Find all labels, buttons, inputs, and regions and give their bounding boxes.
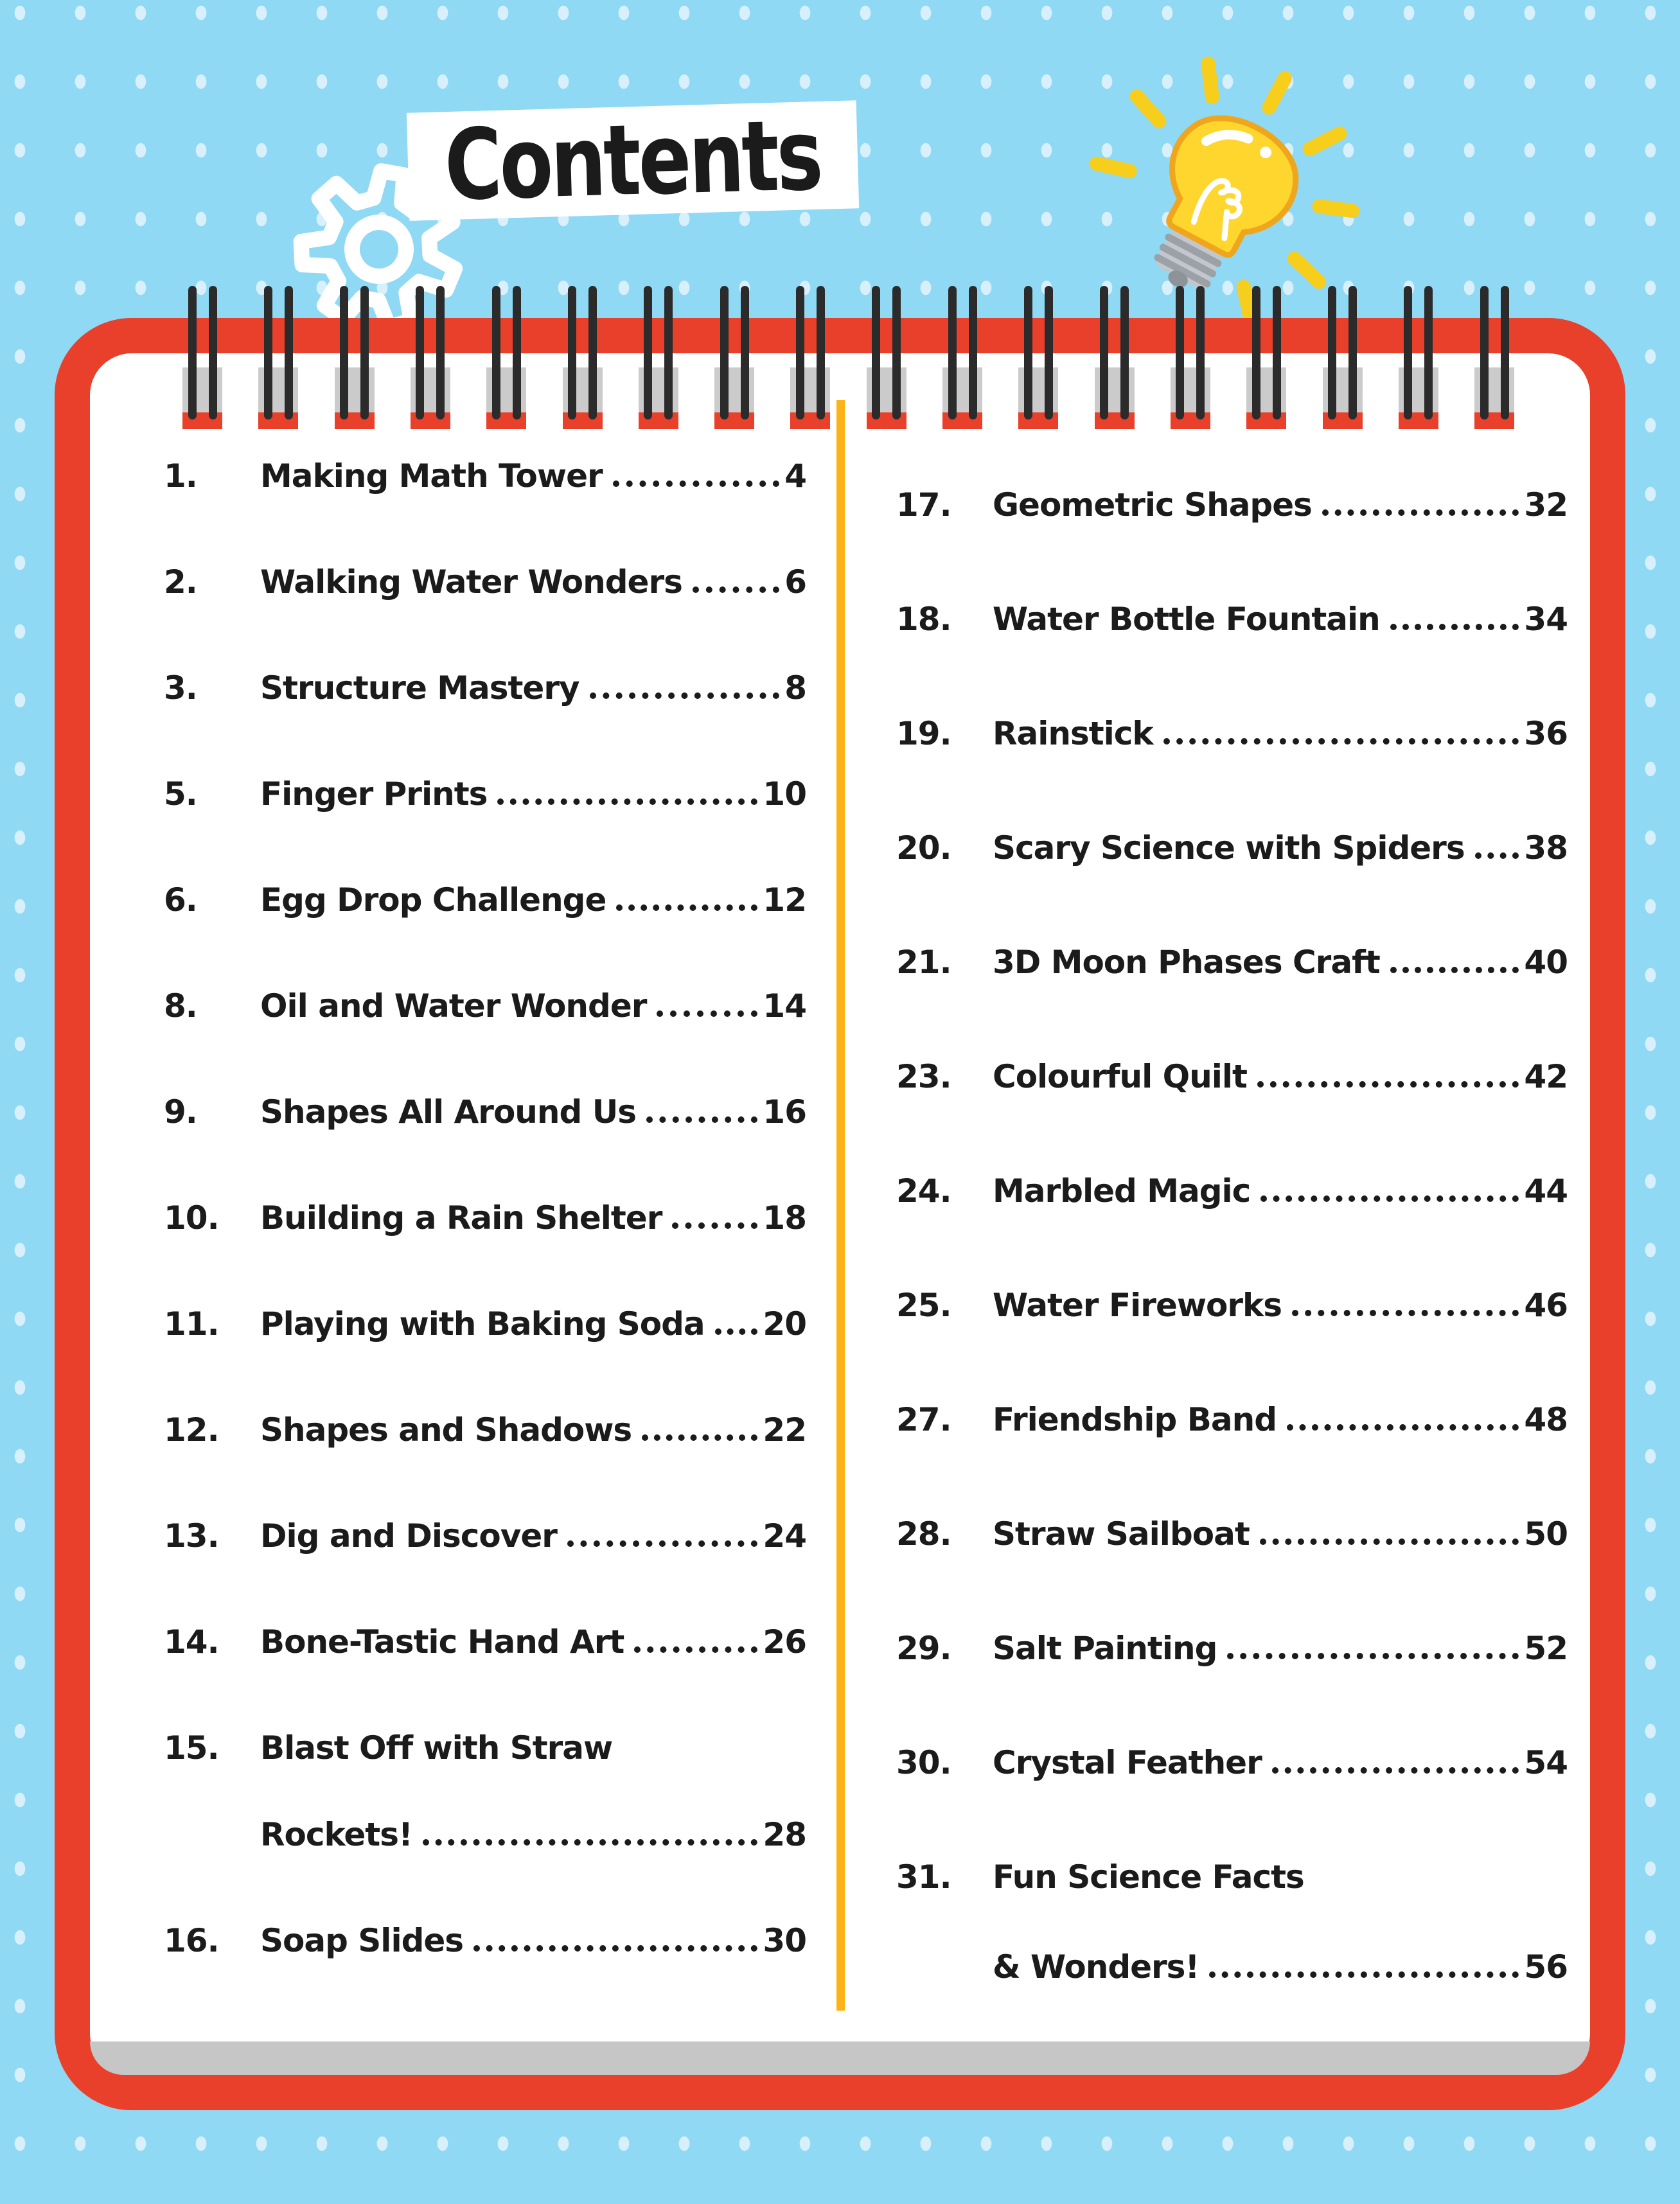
binding-staple (1273, 286, 1281, 419)
leader-dots (634, 1646, 757, 1653)
toc-entry-title: Marbled Magic (993, 1172, 1251, 1210)
toc-entry-title: Colourful Quilt (993, 1058, 1247, 1095)
toc-entry-number: 11. (164, 1305, 219, 1343)
toc-entry (896, 1517, 1568, 1551)
toc-entry (164, 1201, 806, 1235)
toc-entry-line (164, 777, 806, 811)
toc-entry-title: 3D Moon Phases Craft (993, 944, 1380, 981)
leader-dots (1257, 1081, 1519, 1088)
toc-entry-title: Soap Slides (260, 1922, 464, 1959)
binding-staple (817, 286, 825, 419)
binding-staple (1424, 286, 1433, 419)
toc-entry (896, 831, 1568, 865)
binding-staple (644, 286, 652, 419)
leader-dots (693, 586, 779, 593)
toc-entry-number: 24. (896, 1172, 951, 1210)
toc-entry-number: 14. (164, 1623, 219, 1661)
leader-dots (1209, 1971, 1519, 1978)
page-title: Contents (443, 98, 822, 223)
leader-dots (1163, 738, 1519, 745)
toc-entry-page: 44 (1524, 1172, 1568, 1210)
toc-entry-number: 13. (164, 1517, 219, 1555)
binding-staple (1348, 286, 1357, 419)
binding-staple (1024, 286, 1032, 419)
toc-column-left (164, 459, 806, 2030)
toc-entry-line (164, 1924, 806, 1957)
leader-dots (1390, 967, 1519, 973)
toc-entry-line (164, 459, 806, 493)
leader-dots (1227, 1653, 1519, 1659)
toc-entry-number: 28. (896, 1515, 951, 1553)
toc-entry-page: 40 (1524, 944, 1568, 981)
binding-staple (1252, 286, 1260, 419)
toc-entry-title: Scary Science with Spiders (993, 829, 1465, 867)
toc-entry (896, 1403, 1568, 1436)
toc-entry-title: Geometric Shapes (993, 486, 1312, 524)
toc-entry-line (896, 1174, 1568, 1208)
toc-entry-title: Building a Rain Shelter (260, 1199, 662, 1237)
toc-entry-line (164, 1625, 806, 1659)
leader-dots (1475, 852, 1519, 859)
binding-staple (1120, 286, 1129, 419)
leader-dots (616, 904, 757, 911)
toc-entry-number: 12. (164, 1411, 219, 1449)
toc-entry-line (896, 1950, 1568, 1984)
toc-entry-title: Water Bottle Fountain (993, 601, 1380, 638)
toc-entry-line (164, 1519, 806, 1553)
toc-entry (164, 989, 806, 1023)
binding-staple (436, 286, 445, 419)
toc-entry-number: 8. (164, 987, 197, 1025)
toc-entry-line (896, 1289, 1568, 1322)
toc-entry-page: 54 (1524, 1744, 1568, 1781)
toc-entry (896, 488, 1568, 522)
toc-entry (164, 777, 806, 811)
toc-entry-page: 12 (763, 881, 806, 919)
toc-entry-line (164, 671, 806, 705)
binding-staple (664, 286, 673, 419)
toc-entry-page: 34 (1524, 601, 1568, 638)
toc-entry-page: 50 (1524, 1515, 1568, 1553)
leader-dots (1260, 1538, 1519, 1545)
toc-entry-page: 36 (1524, 715, 1568, 752)
toc-entry (164, 1519, 806, 1553)
toc-entry-number: 2. (164, 563, 197, 601)
binding-staple (720, 286, 729, 419)
toc-entry (896, 1174, 1568, 1208)
toc-entry-title: Finger Prints (260, 775, 488, 813)
toc-entry-page: 22 (763, 1411, 806, 1449)
toc-entry-page: 6 (784, 563, 806, 601)
toc-entry-page: 56 (1524, 1948, 1568, 1986)
toc-entry-page: 38 (1524, 829, 1568, 867)
toc-entry-page: 14 (763, 987, 806, 1025)
toc-entry-line (896, 717, 1568, 750)
toc-entry-title: Walking Water Wonders (260, 563, 682, 601)
toc-entry-number: 10. (164, 1199, 219, 1237)
toc-column-right (896, 488, 1568, 2065)
toc-entry-title: Dig and Discover (260, 1517, 557, 1555)
toc-entry-title: & Wonders! (993, 1948, 1199, 1986)
binding-staple (1176, 286, 1184, 419)
binding-staple (741, 286, 749, 419)
toc-entry-line (896, 1746, 1568, 1779)
toc-entry-title: Shapes and Shadows (260, 1411, 632, 1449)
toc-entry-line (896, 831, 1568, 865)
leader-dots (1390, 624, 1519, 630)
toc-entry-page: 42 (1524, 1058, 1568, 1095)
toc-entry-title: Oil and Water Wonder (260, 987, 647, 1025)
toc-entry-line (164, 1095, 806, 1129)
binding-staple (416, 286, 424, 419)
leader-dots (657, 1010, 757, 1017)
toc-entry (896, 946, 1568, 979)
toc-entry-line (896, 488, 1568, 522)
binding-staple (892, 286, 901, 419)
toc-entry-title: Rainstick (993, 715, 1153, 752)
leader-dots (1260, 1195, 1519, 1202)
leader-dots (423, 1839, 758, 1846)
toc-entry-number: 19. (896, 715, 951, 752)
toc-entry-number: 17. (896, 486, 951, 524)
leader-dots (590, 692, 780, 699)
toc-entry-line (896, 603, 1568, 636)
binding-staple (1480, 286, 1489, 419)
toc-entry (896, 1289, 1568, 1322)
binding-staple (285, 286, 293, 419)
toc-entry (164, 883, 806, 917)
leader-dots (497, 798, 757, 805)
toc-entry-line (896, 1517, 1568, 1551)
toc-entry (896, 1860, 1568, 1984)
toc-entry-page: 32 (1524, 486, 1568, 524)
toc-entry-number: 27. (896, 1401, 951, 1438)
toc-entry-number: 20. (896, 829, 951, 867)
toc-entry-title: Crystal Feather (993, 1744, 1262, 1781)
binding-staple (568, 286, 576, 419)
toc-entry-page: 52 (1524, 1630, 1568, 1667)
toc-entry-page: 18 (763, 1199, 806, 1237)
toc-entry-line (164, 1818, 806, 1851)
toc-entry-number: 21. (896, 944, 951, 981)
toc-entry-number: 29. (896, 1630, 951, 1667)
toc-entry (164, 1625, 806, 1659)
toc-entry-title: Straw Sailboat (993, 1515, 1250, 1553)
toc-entry-number: 1. (164, 457, 197, 495)
toc-entry (164, 1924, 806, 1957)
toc-entry-title: Playing with Baking Soda (260, 1305, 705, 1343)
toc-entry-number: 31. (896, 1858, 951, 1896)
binding-staple (340, 286, 348, 419)
toc-entry-line (164, 883, 806, 917)
binding-staple (1328, 286, 1336, 419)
binding-staple (872, 286, 880, 419)
binding-staple (948, 286, 957, 419)
binding-staple (492, 286, 500, 419)
leader-dots (1322, 509, 1519, 516)
toc-entry-page: 48 (1524, 1401, 1568, 1438)
toc-entry-line (164, 1731, 806, 1765)
toc-entry (164, 1413, 806, 1447)
toc-entry-line (164, 1307, 806, 1341)
toc-entry-page: 28 (763, 1816, 806, 1853)
toc-entry-line (896, 1860, 1568, 1894)
toc-entry-page: 24 (763, 1517, 806, 1555)
binding-staple (1045, 286, 1053, 419)
column-divider (836, 400, 845, 2011)
toc-entry-page: 16 (763, 1093, 806, 1131)
leader-dots (567, 1540, 757, 1547)
toc-entry-title: Bone-Tastic Hand Art (260, 1623, 624, 1661)
toc-entry-number: 5. (164, 775, 197, 813)
toc-entry-title: Friendship Band (993, 1401, 1277, 1438)
toc-entry-page: 46 (1524, 1287, 1568, 1324)
toc-entry-page: 30 (763, 1922, 806, 1959)
toc-entry-number: 9. (164, 1093, 197, 1131)
toc-entry-title: Rockets! (260, 1816, 412, 1853)
toc-entry-title: Shapes All Around Us (260, 1093, 637, 1131)
leader-dots (613, 480, 780, 487)
toc-entry-line (896, 1632, 1568, 1665)
toc-entry-line (164, 1201, 806, 1235)
spiral-binding (0, 0, 1680, 450)
binding-staple (796, 286, 804, 419)
toc-entry-title: Water Fireworks (993, 1287, 1282, 1324)
toc-entry-line (896, 946, 1568, 979)
binding-staple (1100, 286, 1108, 419)
toc-entry-line (164, 989, 806, 1023)
leader-dots (473, 1945, 757, 1952)
toc-entry-number: 30. (896, 1744, 951, 1781)
toc-entry (896, 1632, 1568, 1665)
toc-entry-title: Egg Drop Challenge (260, 881, 606, 919)
binding-staple (588, 286, 597, 419)
toc-entry-line (896, 1060, 1568, 1093)
toc-entry-number: 16. (164, 1922, 219, 1959)
binding-staple (360, 286, 369, 419)
toc-entry-title: Making Math Tower (260, 457, 603, 495)
toc-entry-title: Structure Mastery (260, 669, 579, 707)
toc-entry (896, 603, 1568, 636)
toc-entry-title: Blast Off with Straw (260, 1729, 613, 1767)
leader-dots (1272, 1767, 1519, 1774)
binding-staple (1501, 286, 1509, 419)
toc-entry (896, 717, 1568, 750)
toc-entry-number: 6. (164, 881, 197, 919)
toc-entry-line (896, 1403, 1568, 1436)
leader-dots (1292, 1310, 1519, 1316)
binding-staple (969, 286, 977, 419)
binding-staple (188, 286, 197, 419)
toc-entry (164, 565, 806, 599)
toc-entry-title: Salt Painting (993, 1630, 1217, 1667)
binding-staple (1196, 286, 1205, 419)
toc-entry (164, 1095, 806, 1129)
toc-entry-page: 20 (763, 1305, 806, 1343)
toc-entry-line (164, 1413, 806, 1447)
toc-entry (164, 1307, 806, 1341)
binding-staple (209, 286, 217, 419)
toc-entry (896, 1746, 1568, 1779)
toc-entry (164, 671, 806, 705)
binding-staple (513, 286, 521, 419)
toc-entry-page: 26 (763, 1623, 806, 1661)
leader-dots (1287, 1424, 1519, 1431)
toc-entry-number: 15. (164, 1729, 219, 1767)
toc-entry (164, 459, 806, 493)
leader-dots (642, 1434, 757, 1441)
toc-entry-line (164, 565, 806, 599)
binding-staple (264, 286, 272, 419)
toc-entry (164, 1731, 806, 1851)
toc-entry-number: 3. (164, 669, 197, 707)
toc-entry-page: 8 (784, 669, 806, 707)
toc-entry-page: 4 (784, 457, 806, 495)
leader-dots (646, 1116, 757, 1123)
toc-entry-page: 10 (763, 775, 806, 813)
toc-entry-number: 23. (896, 1058, 951, 1095)
leader-dots (672, 1222, 757, 1229)
toc-entry (896, 1060, 1568, 1093)
toc-entry-title: Fun Science Facts (993, 1858, 1304, 1896)
binding-staple (1404, 286, 1412, 419)
toc-entry-number: 25. (896, 1287, 951, 1324)
toc-entry-number: 18. (896, 601, 951, 638)
leader-dots (715, 1328, 758, 1335)
